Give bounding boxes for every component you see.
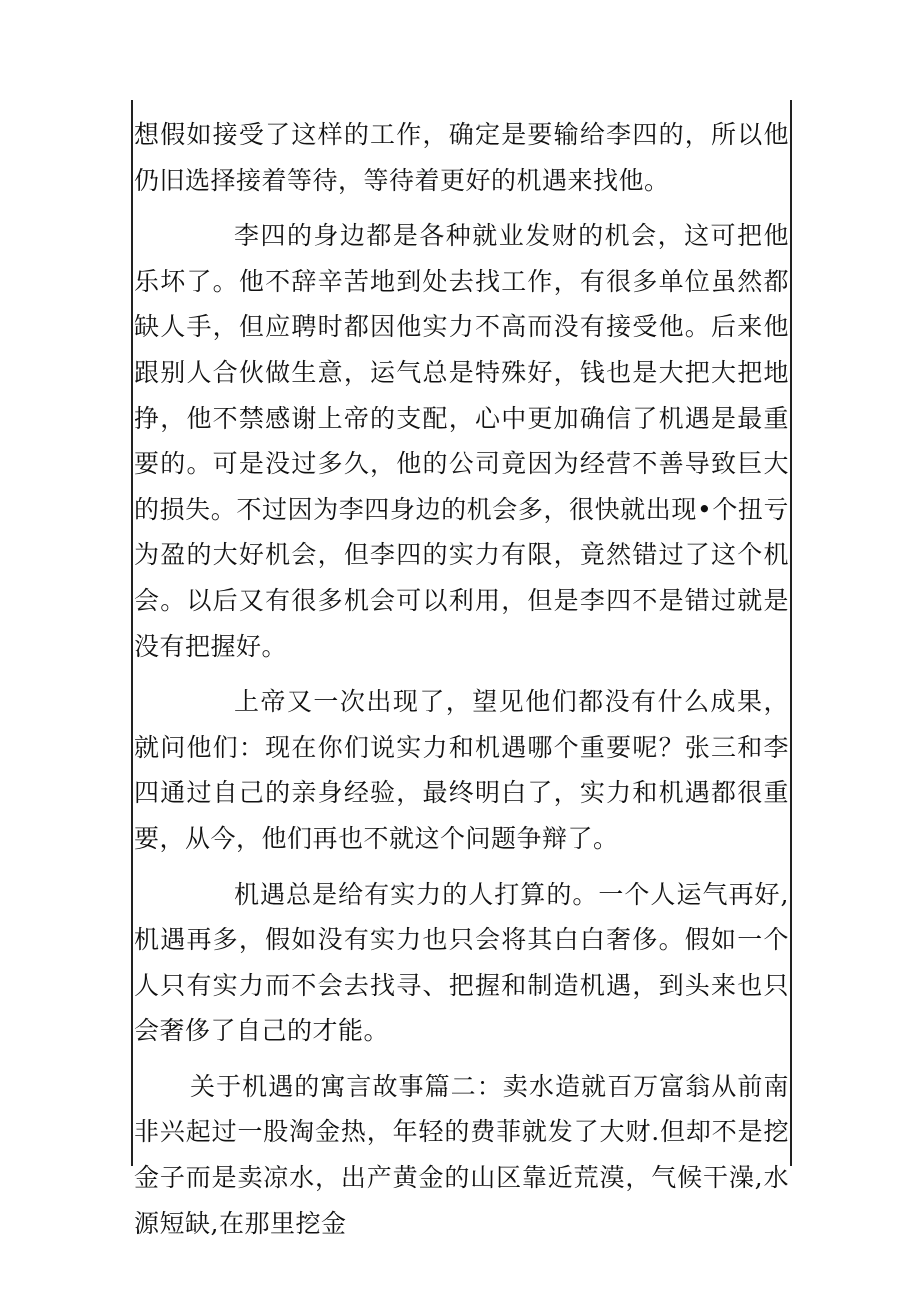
paragraph-lisi-opportunities: 李四的身边都是各种就业发财的机会，这可把他乐坏了。他不辞辛苦地到处去找工作，有很多单位虽然都缺人手，但应聘时都因他实力不高而没有接受他。后来他跟别人合伙做生意，运气总是特殊好，钱也是大把大把地挣，他不禁感谢上帝的支配，心中更加确信了机遇是最重要的。可是没过多久，他的公司竟因为经营不善导致巨大的损失。不过因为李四身边的机会多，很快就出现•个扭亏为盈的大好机会，但李四的实力有限，竟然错过了这个机会。以后又有很多机会可以利用，但是李四不是错过就是没有把握好。 [134, 221, 789, 661]
paragraph-moral: 机遇总是给有实力的人打算的。一个人运气再好,机遇再多，假如没有实力也只会将其白白奢侈。假如一个人只有实力而不会去找寻、把握和制造机遇，到头来也只会奢侈了自己的才能。 [134, 879, 789, 1046]
document-body [134, 112, 789, 1246]
paragraph-god-returns: 上帝又一次出现了，望见他们都没有什么成果，就问他们：现在你们说实力和机遇哪个重要呢？张三和李四通过自己的亲身经验，最终明白了，实力和机遇都很重要，从今，他们再也不就这个问题争辩了。 [134, 687, 789, 853]
paragraph-continued: 想假如接受了这样的工作，确定是要输给李四的，所以他仍旧选择接着等待，等待着更好的机遇来找他。 [134, 120, 789, 195]
paragraph-story-two: 关于机遇的寓言故事篇二：卖水造就百万富翁从前南非兴起过一股淘金热，年轻的费菲就发了大财.但却不是挖金子而是卖凉水，出产黄金的山区靠近荒漠，气候干澡,水源短缺,在那里挖金 [134, 1071, 789, 1238]
page-border-left [131, 100, 133, 1166]
page-border-right [790, 100, 792, 1166]
